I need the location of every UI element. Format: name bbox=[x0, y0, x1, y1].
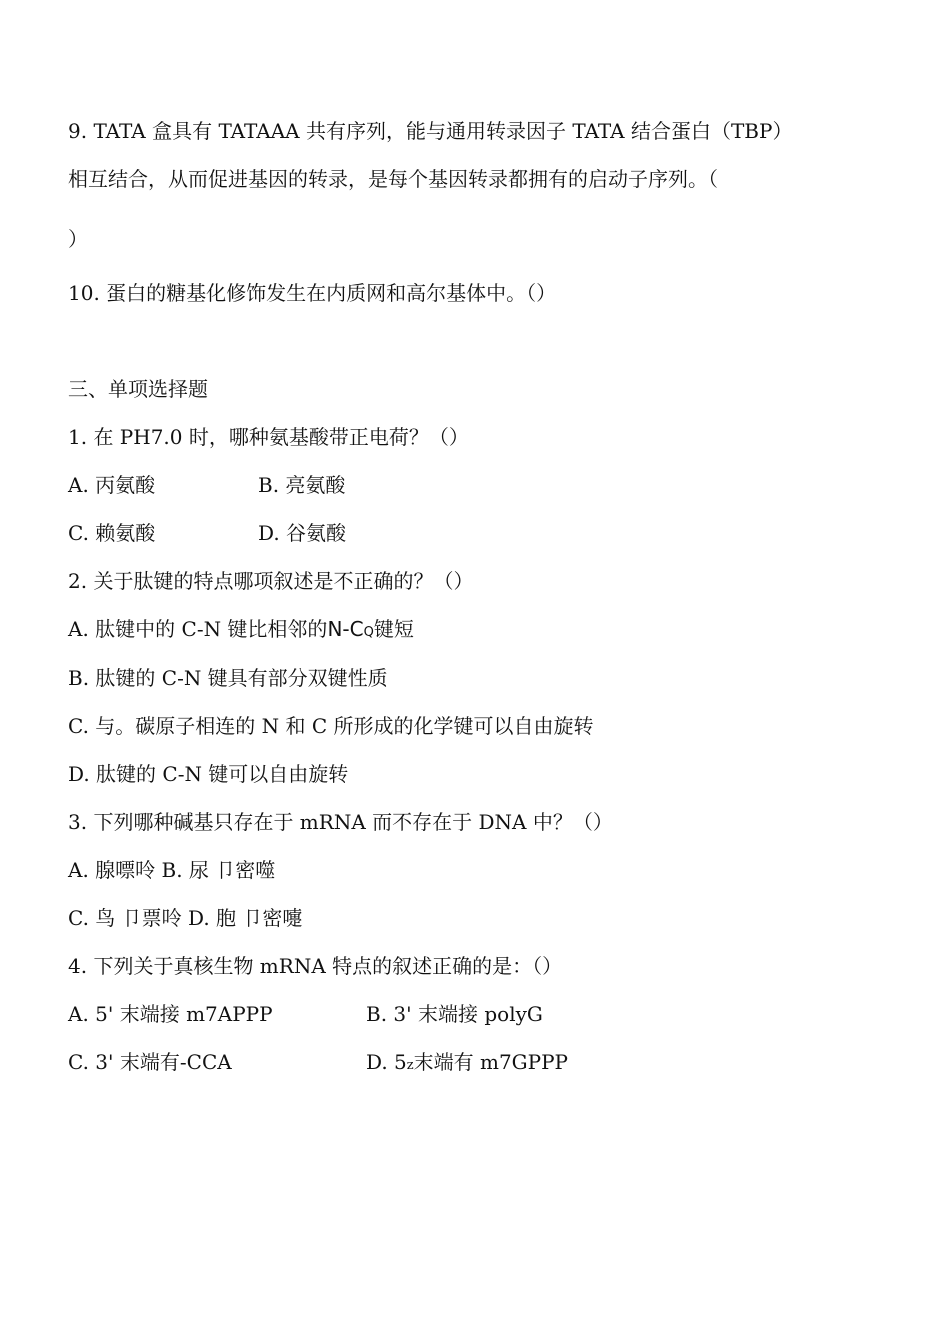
mc-question-4-option-b: B. 3' 末端接 polyG bbox=[366, 1002, 543, 1026]
mc-question-2-option-a bbox=[68, 616, 414, 646]
bond-subscript: Q bbox=[363, 625, 374, 640]
option-d-suffix: 末端有 m7GPPP bbox=[413, 1050, 569, 1074]
mc-question-4-option-a: A. 5' 末端接 m7APPP bbox=[68, 1002, 273, 1026]
option-d-prefix: D. 5 bbox=[366, 1050, 407, 1074]
mc-question-4-option-d bbox=[366, 1049, 568, 1079]
mc-question-3-options-cd: C. 鸟 卩票呤 D. 胞 卩密嚏 bbox=[68, 906, 303, 930]
mc-question-4-option-c: C. 3' 末端有-CCA bbox=[68, 1050, 232, 1074]
mc-question-3-options-ab: A. 腺嘌呤 B. 尿 卩密噬 bbox=[68, 858, 276, 882]
option-d-subscript: z bbox=[406, 1058, 414, 1073]
mc-question-2-option-b: B. 肽键的 C-N 键具有部分双键性质 bbox=[68, 666, 388, 690]
mc-question-1-option-b: B. 亮氨酸 bbox=[258, 473, 346, 497]
mc-question-2-option-c: C. 与。碳原子相连的 N 和 C 所形成的化学键可以自由旋转 bbox=[68, 714, 594, 738]
tf-question-10: 10. 蛋白的糖基化修饰发生在内质网和高尔基体中。（） bbox=[68, 281, 557, 305]
mc-question-1-option-a: A. 丙氨酸 bbox=[68, 473, 156, 497]
option-a-suffix: 键短 bbox=[373, 617, 414, 641]
section-title: 三、单项选择题 bbox=[68, 377, 208, 401]
mc-question-4-stem: 4. 下列关于真核生物 mRNA 特点的叙述正确的是：（） bbox=[68, 954, 563, 978]
mc-question-3-stem: 3. 下列哪种碱基只存在于 mRNA 而不存在于 DNA 中？（） bbox=[68, 810, 613, 834]
bond-label: N-C bbox=[327, 617, 364, 641]
tf-question-9-line-3: ） bbox=[68, 227, 88, 251]
option-a-prefix: A. 肽键中的 C-N 键比相邻的 bbox=[68, 617, 328, 641]
mc-question-1-option-d: D. 谷氨酸 bbox=[258, 521, 347, 545]
mc-question-1-stem: 1. 在 PH7.0 时，哪种氨基酸带正电荷？（） bbox=[68, 425, 469, 449]
mc-question-2-stem: 2. 关于肽键的特点哪项叙述是不正确的？（） bbox=[68, 569, 474, 593]
mc-question-2-option-d: D. 肽键的 C-N 键可以自由旋转 bbox=[68, 762, 349, 786]
mc-question-1-option-c: C. 赖氨酸 bbox=[68, 521, 156, 545]
tf-question-9-line-1: 9. TATA 盒具有 TATAAA 共有序列，能与通用转录因子 TATA 结合蛋白（TBP） bbox=[68, 119, 793, 143]
tf-question-9-line-2: 相互结合，从而促进基因的转录，是每个基因转录都拥有的启动子序列。（ bbox=[68, 167, 718, 191]
